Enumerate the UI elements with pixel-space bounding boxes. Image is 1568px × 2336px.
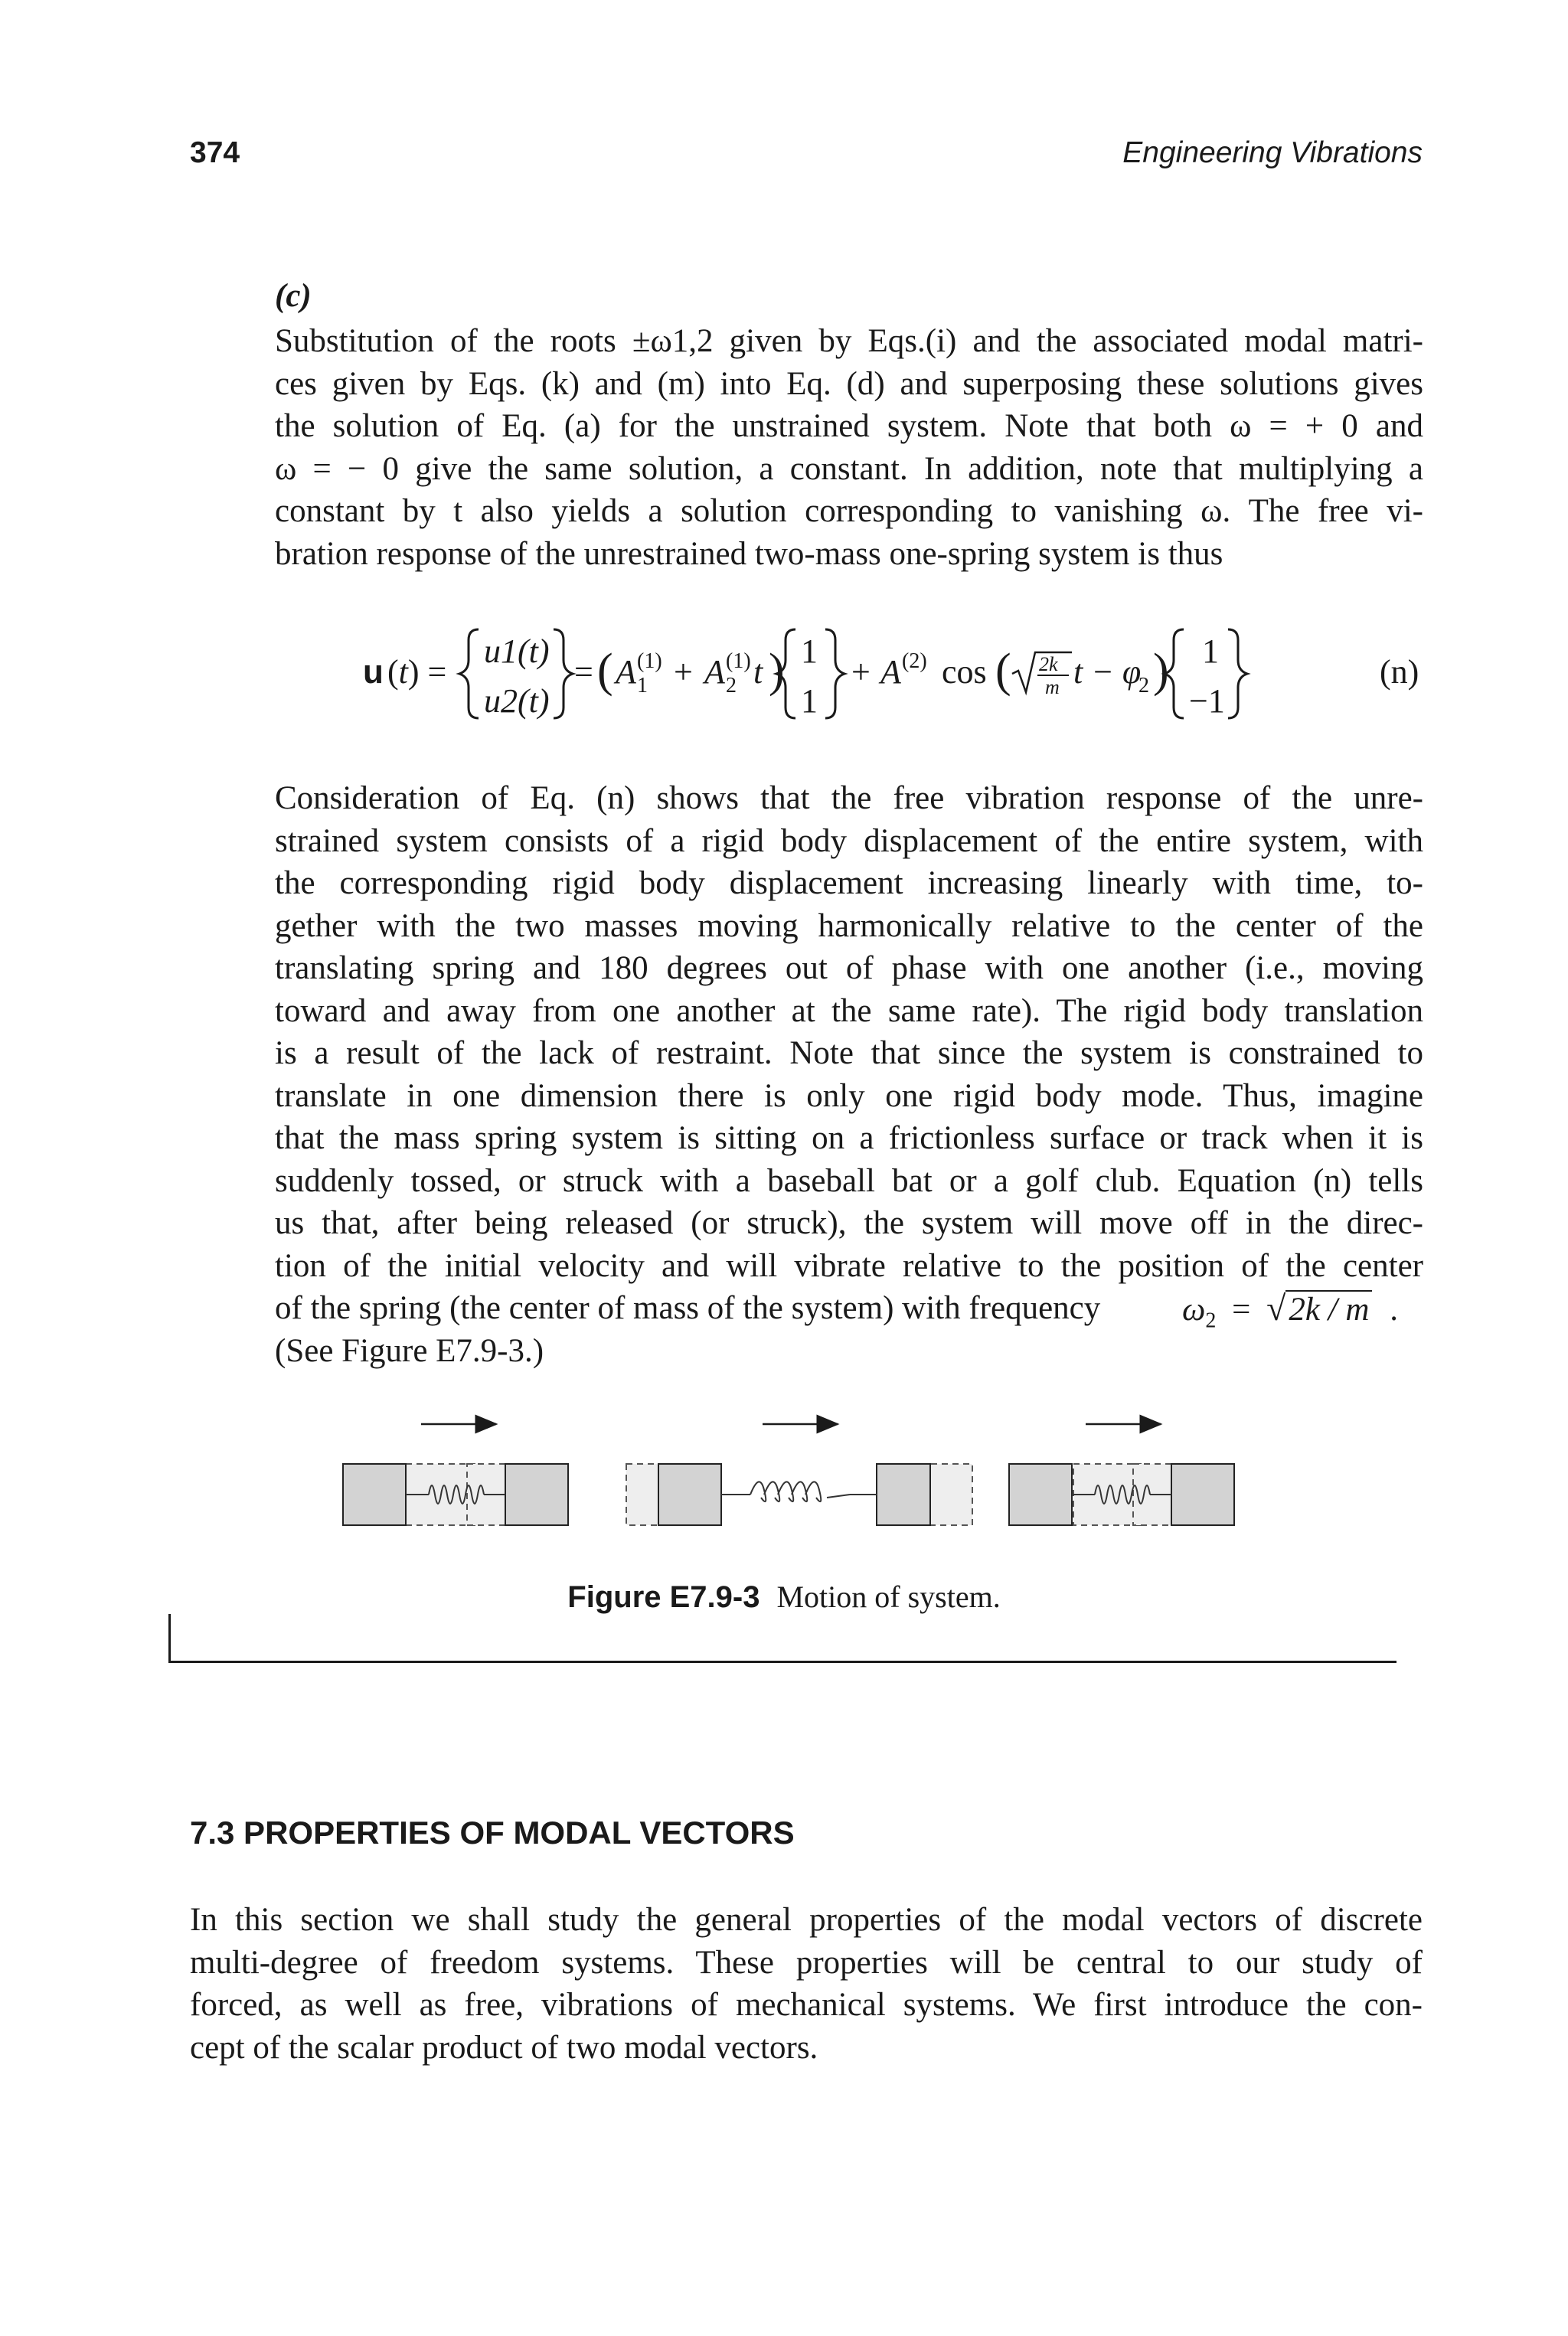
mass-block (658, 1464, 721, 1525)
coef-A3: A (880, 653, 901, 691)
paragraph-intro (275, 320, 1423, 575)
text-line: tion of the initial velocity and will vibrate relative to the position of the center (275, 1247, 1423, 1284)
example-end-rule (168, 1661, 1396, 1663)
vec-u1: u1(t) (484, 632, 550, 670)
mass-block (1171, 1464, 1234, 1525)
paren-open: ( (597, 645, 613, 697)
paragraph-section (190, 1899, 1423, 2069)
mass-block (1009, 1464, 1072, 1525)
vec-one-1: 1 (801, 632, 818, 670)
example-part-label: (c) (275, 278, 312, 314)
eq-equals: = (574, 653, 593, 691)
example-end-rule (168, 1614, 171, 1663)
ghost-mass (1133, 1464, 1200, 1525)
paren-close: ) (769, 645, 785, 697)
panel-compressed (343, 1464, 568, 1525)
freq-equals: = (1232, 1292, 1251, 1328)
text-line: strained system consists of a rigid body displacement of the entire system, with (275, 822, 1423, 859)
text-line: of the spring (the center of mass of the system) with frequency (275, 1290, 1101, 1326)
phi-sub: 2 (1138, 674, 1149, 698)
plus-2: + (851, 653, 871, 691)
ghost-mass (626, 1464, 718, 1525)
text-line: us that, after being released (or struck), the system will move off in the direc- (275, 1205, 1423, 1241)
paragraph-consideration (275, 777, 1423, 1372)
text-line: gether with the two masses moving harmonically relative to the center of the (275, 907, 1423, 944)
mass-block (343, 1464, 406, 1525)
section-heading: 7.3 PROPERTIES OF MODAL VECTORS (190, 1815, 795, 1851)
coef-A3-sup: (2) (902, 649, 927, 673)
ghost-mass (406, 1464, 475, 1525)
text-line: In this section we shall study the general properties of the modal vectors of discrete (190, 1902, 1423, 1938)
vec-two-1: 1 (1202, 632, 1219, 670)
brace-left (459, 629, 479, 718)
plus-1: + (674, 653, 693, 691)
ghost-mass (467, 1464, 536, 1525)
text-line: forced, as well as free, vibrations of mechanical systems. We first introduce the con- (190, 1987, 1423, 2023)
vec-u2: u2(t) (484, 682, 550, 720)
var-t: t (753, 653, 763, 691)
vec-one-2: 1 (801, 682, 818, 720)
spring (429, 1485, 484, 1504)
text-line: ces given by Eqs. (k) and (m) into Eq. (d) and superposing these solutions gives (275, 365, 1423, 402)
coef-A2-sub: 2 (726, 674, 737, 698)
text-line: Consideration of Eq. (n) shows that the free vibration response of the unre- (275, 780, 1423, 816)
freq-radicand: 2k / m (1285, 1290, 1372, 1328)
frac-num: 2k (1039, 653, 1058, 675)
paren-open: ( (995, 645, 1011, 697)
text-line: suddenly tossed, or struck with a baseball bat or a golf club. Equation (n) tells (275, 1162, 1423, 1199)
brace-left (1165, 629, 1184, 718)
eq-lhs-u: u (363, 653, 384, 691)
mass-block (877, 1464, 930, 1525)
spring (750, 1482, 821, 1501)
spring (1095, 1485, 1150, 1504)
text-line: that the mass spring system is sitting on a frictionless surface or track when it is (275, 1120, 1423, 1156)
text-line: bration response of the unrestrained two-mass one-spring system is thus (275, 535, 1223, 572)
figure-caption-text: Motion of system. (776, 1580, 1001, 1614)
paren-close: ) (1153, 645, 1169, 697)
sqrt-sign (1012, 652, 1072, 692)
coef-A1: A (616, 653, 636, 691)
omega-symbol: ω (1182, 1292, 1206, 1328)
t-minus-phi: t − φ (1073, 653, 1142, 691)
vec-two-2: −1 (1189, 682, 1225, 720)
text-line: multi-degree of freedom systems. These properties will be central to our study of (190, 1944, 1423, 1981)
running-title: Engineering Vibrations (1122, 136, 1423, 169)
sqrt-symbol: √ (1266, 1289, 1286, 1328)
coef-A1-sup: (1) (637, 649, 662, 673)
text-line: toward and away from one another at the same rate). The rigid body translation (275, 992, 1423, 1029)
mass-block (505, 1464, 568, 1525)
panel-extended (626, 1464, 972, 1525)
panel-compressed-2 (1009, 1464, 1234, 1525)
frac-den: m (1045, 676, 1060, 698)
freq-period: . (1390, 1292, 1398, 1328)
equation-label: (n) (1380, 653, 1419, 691)
text-line: is a result of the lack of restraint. Note that since the system is constrained to (275, 1035, 1423, 1071)
frequency-formula (1182, 1287, 1398, 1342)
omega-sub: 2 (1205, 1308, 1217, 1333)
see-figure-line: (See Figure E7.9-3.) (275, 1332, 544, 1369)
text-line: cept of the scalar product of two modal vectors. (190, 2029, 818, 2066)
ghost-mass (888, 1464, 972, 1525)
text-line: ω = − 0 give the same solution, a constant. In addition, note that multiplying a (275, 450, 1423, 487)
text-line: translating spring and 180 degrees out of phase with one another (i.e., moving (275, 950, 1423, 986)
text-line: translate in one dimension there is only one rigid body mode. Thus, imagine (275, 1077, 1423, 1114)
brace-right (554, 629, 573, 718)
brace-left (776, 629, 795, 718)
ghost-mass (1073, 1464, 1141, 1525)
cos-fn: cos (942, 653, 987, 691)
text-line: Substitution of the roots ±ω1,2 given by Eqs.(i) and the associated modal matri- (275, 323, 1423, 359)
coef-A2: A (704, 653, 725, 691)
figure-caption (0, 1579, 1568, 1615)
figure-label: Figure E7.9-3 (567, 1580, 760, 1614)
eq-lhs: (t) = (387, 653, 447, 691)
text-line: the solution of Eq. (a) for the unstrained system. Note that both ω = + 0 and (275, 408, 1423, 444)
text-line: constant by t also yields a solution corresponding to vanishing ω. The free vi- (275, 493, 1423, 529)
text-line: the corresponding rigid body displacement increasing linearly with time, to- (275, 865, 1423, 901)
brace-right (1228, 629, 1247, 718)
coef-A1-sub: 1 (637, 674, 648, 698)
coef-A2-sup: (1) (726, 649, 751, 673)
page-number: 374 (190, 136, 240, 169)
brace-right (825, 629, 844, 718)
frequency-line (275, 1287, 1423, 1333)
